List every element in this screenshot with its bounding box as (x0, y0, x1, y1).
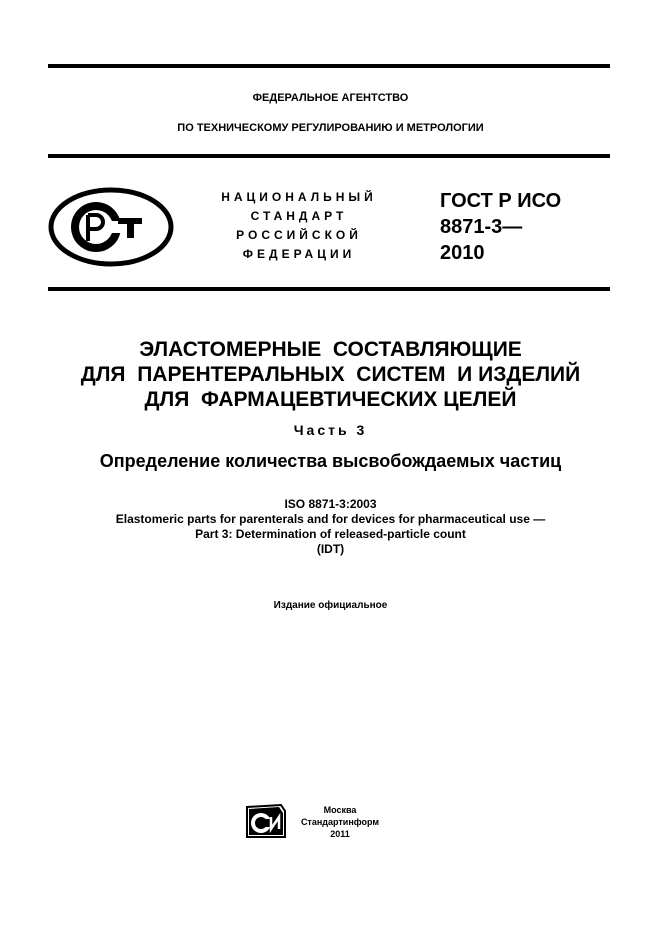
gost-logo-icon (48, 187, 174, 267)
title-line: ЭЛАСТОМЕРНЫЕ СОСТАВЛЯЮЩИЕ (139, 338, 522, 361)
standard-type (205, 188, 393, 264)
publisher-logo-icon (245, 803, 287, 839)
designation-line: 8871-3— (440, 216, 523, 238)
edition-label: Издание официальное (273, 600, 388, 611)
title-line: ДЛЯ ПАРЕНТЕРАЛЬНЫХ СИСТЕМ И ИЗДЕЛИЙ (80, 363, 581, 386)
agency-line-2: ПО ТЕХНИЧЕСКОМУ РЕГУЛИРОВАНИЮ И МЕТРОЛОГИИ (177, 122, 484, 134)
iso-reference (0, 497, 661, 557)
part-label: Часть 3 (293, 422, 368, 438)
designation (440, 188, 561, 266)
iso-line: (IDT) (316, 542, 345, 556)
top-rule (48, 64, 610, 68)
designation-line: ГОСТ Р ИСО (440, 190, 562, 212)
standard-type-line: НАЦИОНАЛЬНЫЙ (221, 190, 377, 204)
mid-rule (48, 287, 610, 291)
standard-type-line: СТАНДАРТ (250, 209, 348, 223)
publisher-name: Стандартинформ (300, 817, 380, 827)
title-line: ДЛЯ ФАРМАЦЕВТИЧЕСКИХ ЦЕЛЕЙ (144, 388, 517, 411)
standard-type-line: ФЕДЕРАЦИИ (242, 247, 356, 261)
iso-line: Part 3: Determination of released-particle count (195, 527, 466, 541)
publisher-info (290, 804, 390, 840)
document-title (0, 337, 661, 412)
publisher-city: Москва (323, 805, 357, 815)
iso-line: Elastomeric parts for parenterals and for devices for pharmaceutical use — (115, 512, 546, 526)
standard-type-line: РОССИЙСКОЙ (236, 228, 362, 242)
header-rule (48, 154, 610, 158)
publisher-year: 2011 (330, 829, 350, 839)
subtitle: Определение количества высвобождаемых частиц (99, 451, 562, 471)
iso-line: ISO 8871-3:2003 (284, 497, 377, 511)
agency-line-1: ФЕДЕРАЛЬНОЕ АГЕНТСТВО (252, 92, 409, 104)
designation-line: 2010 (440, 242, 485, 264)
